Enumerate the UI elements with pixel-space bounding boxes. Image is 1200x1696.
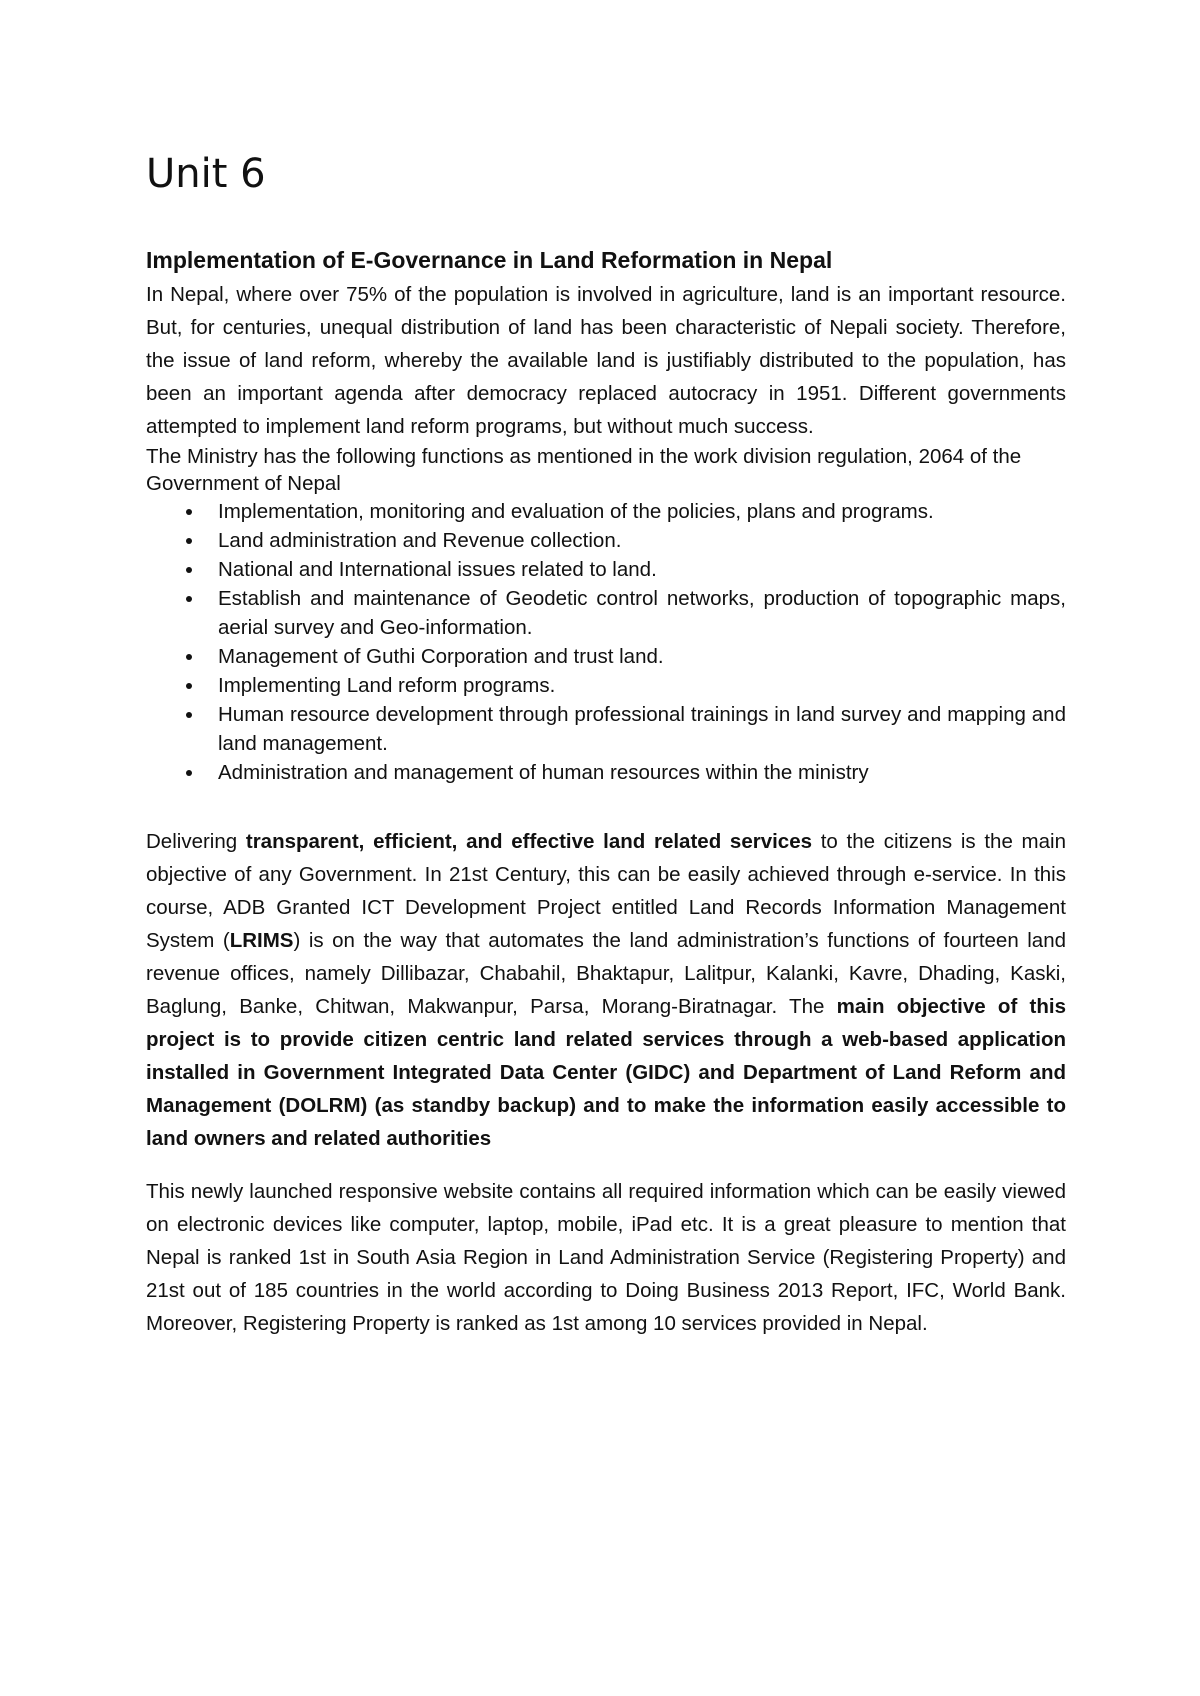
list-item [182,642,1066,671]
delivering-text-3: ) is on the way that automates the land administration’s functions of fourteen land revenue offices, namely Dillibazar, Chabahil, Bhaktapur, Lalitpur, Kalanki, Kavre, Dhading, Kaski, Baglung, Banke, Chitwan, Makwanpur, Parsa, Morang-Biratnagar. The [146,929,1066,1018]
list-item [182,584,1066,642]
list-item [182,671,1066,700]
delivering-text-1: Delivering [146,830,246,853]
unit-title: Unit 6 [146,151,266,197]
functions-list [146,497,1066,787]
list-item [182,700,1066,758]
list-item-text: National and International issues related to land. [218,558,657,581]
intro-paragraph: In Nepal, where over 75% of the population is involved in agriculture, land is an important resource. But, for centuries, unequal distribution of land has been characteristic of Nepali society. Therefore, the issue of land reform, whereby the available land is justifiably distributed to the population, has been an important agenda after democracy replaced autocracy in 1951. Different governments attempted to implement land reform programs, but without much success. [146,283,1066,438]
spacer [146,1155,1066,1175]
delivering-bold-3: main objective of this project is to provide citizen centric land related services through a web-based application installed in Government Integrated Data Center (GIDC) and Department of Land Reform and Management (DOLRM) (as standby backup) and to make the information easily accessible to land owners and related authorities [146,995,1066,1150]
functions-intro: The Ministry has the following functions as mentioned in the work division regulation, 2064 of the Government of Nepal [146,445,1022,495]
list-item-text: Administration and management of human resources within the ministry [218,761,869,784]
list-item-text: Establish and maintenance of Geodetic control networks, production of topographic maps, aerial survey and Geo-information. [218,587,1066,639]
delivering-bold-2: LRIMS [229,929,294,952]
list-item [182,555,1066,584]
section-heading: Implementation of E-Governance in Land Reformation in Nepal [146,247,833,273]
document-content [146,150,1066,1340]
website-paragraph: This newly launched responsive website contains all required information which can be easily viewed on electronic devices like computer, laptop, mobile, iPad etc. It is a great pleasure to mention that Nepal is ranked 1st in South Asia Region in Land Administration Service (Registering Property) and 21st out of 185 countries in the world according to Doing Business 2013 Report, IFC, World Bank. Moreover, Registering Property is ranked as 1st among 10 services provided in Nepal. [146,1180,1066,1335]
list-item-text: Implementation, monitoring and evaluation of the policies, plans and programs. [218,500,934,523]
list-item [182,497,1066,526]
spacer [146,787,1066,825]
list-item [182,758,1066,787]
list-item-text: Implementing Land reform programs. [218,674,556,697]
list-item-text: Management of Guthi Corporation and trust land. [218,645,664,668]
list-item [182,526,1066,555]
delivering-text-2: to the citizens is the main objective of any Government. In 21st Century, this can be easily achieved through e-service. In this course, ADB Granted ICT Development Project entitled Land Records Information Management System ( [146,830,1066,952]
list-item-text: Human resource development through professional trainings in land survey and mapping and land management. [218,703,1066,755]
delivering-bold-1: transparent, efficient, and effective land related services [245,830,813,853]
delivering-paragraph [146,825,1066,1155]
list-item-text: Land administration and Revenue collection. [218,529,622,552]
